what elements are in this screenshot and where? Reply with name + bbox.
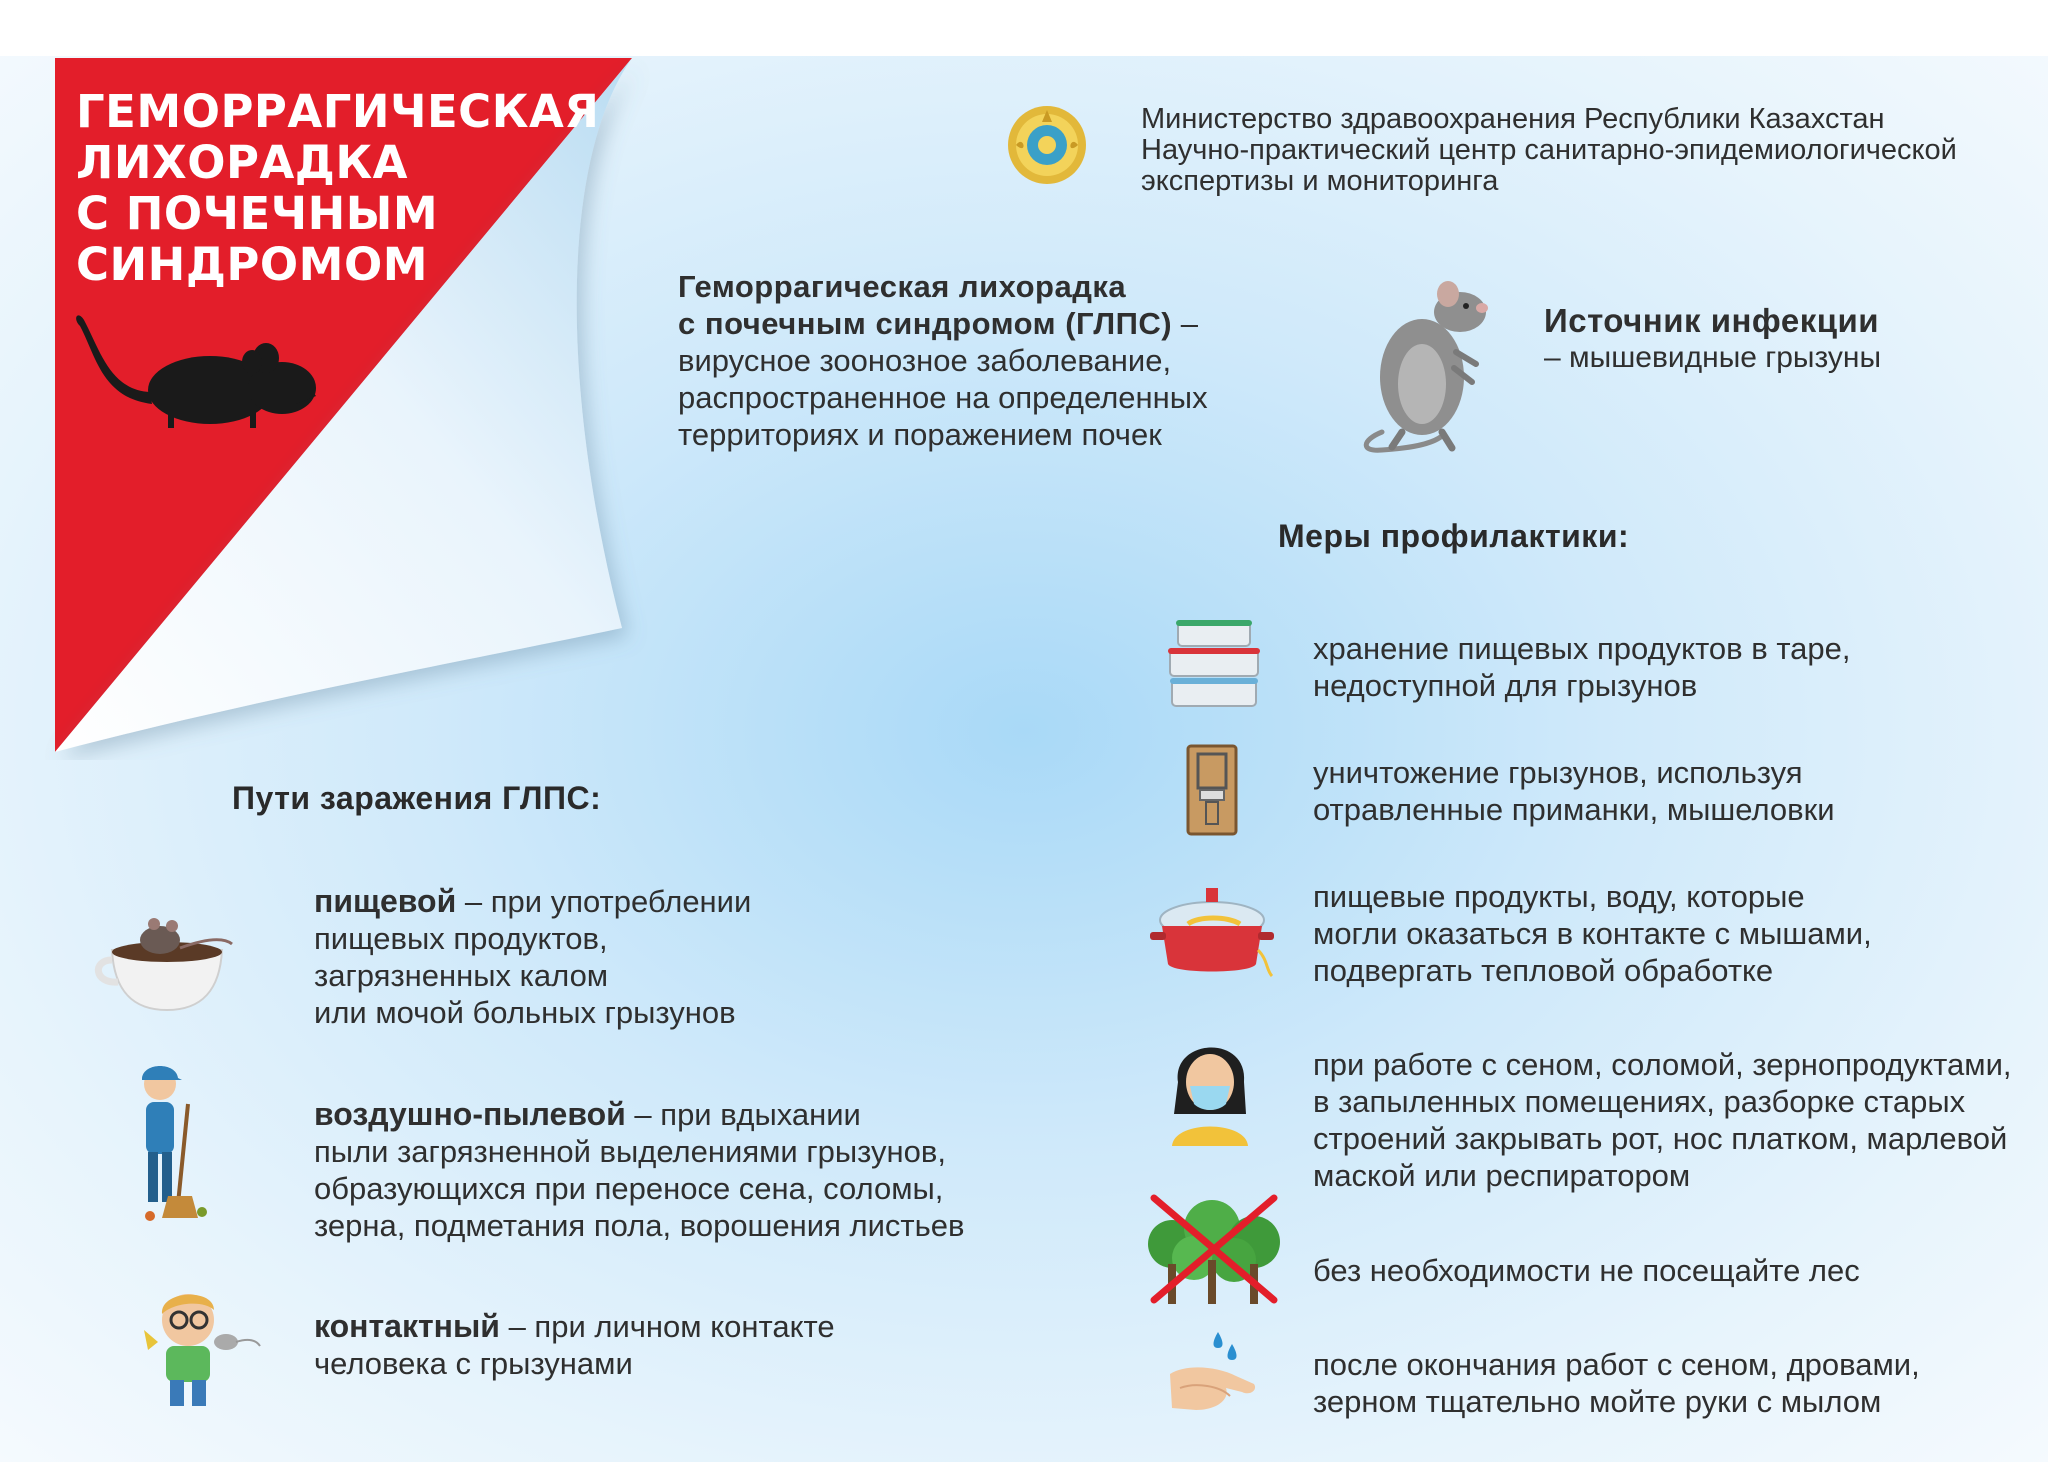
route-term: пищевой: [314, 883, 457, 919]
kazakhstan-emblem-icon: [1006, 104, 1088, 186]
food-containers-icon: [1164, 618, 1264, 710]
prevention-heading: Меры профилактики:: [1278, 518, 1630, 554]
prevention-item: после окончания работ с сеном, дровами, зерном тщательно мойте руки с мылом: [1313, 1347, 1920, 1419]
definition-title-line: с почечным синдромом (ГЛПС): [678, 306, 1173, 341]
route-airborne-dust: воздушно-пылевой – при вдыхании пыли загрязненной выделениями грызунов, образующихся при переносе сена, соломы, зерна, подметания пола, ворошения листьев: [314, 1096, 965, 1243]
no-forest-icon: [1142, 1188, 1286, 1306]
prevention-item: при работе с сеном, соломой, зернопродуктами, в запыленных помещениях, разборке старых строений закрывать рот, нос платком, марлевой маской или респиратором: [1313, 1047, 2012, 1193]
prevention-item: хранение пищевых продуктов в таре, недоступной для грызунов: [1313, 631, 1851, 703]
mousetrap-icon: [1184, 742, 1240, 838]
ministry-line: Научно-практический центр санитарно-эпидемиологической: [1141, 134, 1957, 166]
route-term: контактный: [314, 1308, 500, 1344]
hand-washing-icon: [1166, 1330, 1260, 1414]
routes-heading: Пути заражения ГЛПС:: [232, 780, 602, 816]
cooking-pot-icon: [1148, 880, 1276, 980]
source-title: Источник инфекции: [1544, 302, 1880, 339]
route-contact: контактный – при личном контакте человека с грызунами: [314, 1308, 835, 1381]
child-with-mouse-icon: [134, 1280, 264, 1416]
person-sweeping-icon: [128, 1056, 212, 1226]
prevention-item: пищевые продукты, воду, которые могли оказаться в контакте с мышами, подвергать тепловой обработке: [1313, 879, 1872, 988]
mouse-in-cup-icon: [92, 910, 244, 1014]
ministry-header: [1141, 104, 1957, 197]
infection-source: [1544, 302, 1881, 376]
ministry-line: экспертизы и мониторинга: [1141, 165, 1499, 197]
disease-definition: Геморрагическая лихорадка с почечным синдромом (ГЛПС) – вирусное зоонозное заболевание, распространенное на определенных территориях и поражением почек: [678, 269, 1208, 452]
definition-title-line: Геморрагическая лихорадка: [678, 269, 1127, 304]
source-text: – мышевидные грызуны: [1544, 341, 1882, 374]
ministry-line: Министерство здравоохранения Республики Казахстан: [1141, 103, 1885, 135]
route-term: воздушно-пылевой: [314, 1096, 626, 1132]
route-food: пищевой – при употреблении пищевых продуктов, загрязненных калом или мочой больных грызунов: [314, 883, 752, 1030]
banner-title: ГЕМОРРАГИЧЕСКАЯ ЛИХОРАДКА С ПОЧЕЧНЫМ СИНДРОМОМ: [76, 85, 600, 291]
rat-icon: [1352, 272, 1502, 457]
prevention-item: без необходимости не посещайте лес: [1313, 1253, 1860, 1288]
person-with-mask-icon: [1168, 1028, 1252, 1146]
prevention-item: уничтожение грызунов, используя отравленные приманки, мышеловки: [1313, 755, 1835, 827]
